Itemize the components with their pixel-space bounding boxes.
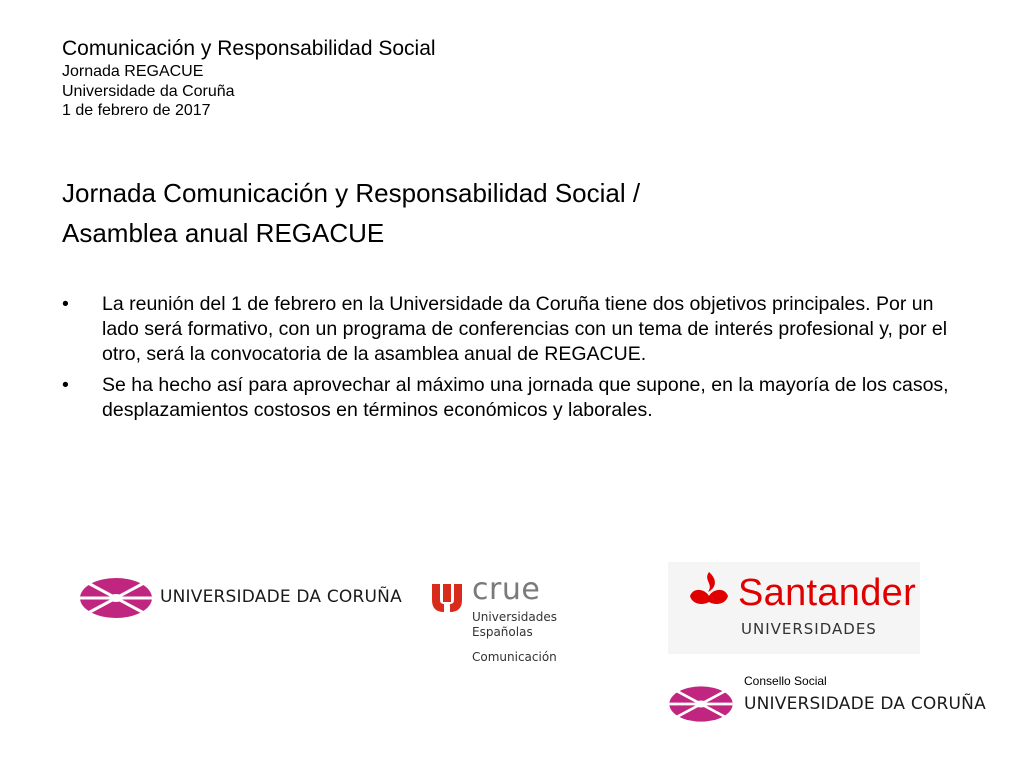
santander-subtitle: UNIVERSIDADES [741,620,877,638]
crue-line-2: Españolas [472,625,533,639]
santander-flame-icon [686,568,732,616]
udc-logo [78,573,402,623]
bullet-text: La reunión del 1 de febrero en la Universidade da Coruña tiene dos objetivos principales. Por un lado será formativo, con un programa de conferencias con un tema de interés profesional y, por el otro, será la convocatoria de la asamblea anual de REGACUE. [102,293,948,365]
crue-logo [432,572,572,670]
slide-header [62,36,436,121]
crue-wordmark: crue [472,572,541,607]
consello-udc-text: UNIVERSIDADE DA CORUÑA [744,694,986,714]
consello-udc-logo [664,682,986,728]
bullet-marker: • [62,293,69,315]
udc-emblem-icon [78,573,154,623]
bullet-marker: • [62,374,69,396]
consello-social-label: Consello Social [744,674,827,688]
crue-emblem-icon [432,584,462,612]
bullet-item [62,373,962,423]
header-university: Universidade da Coruña [62,82,235,100]
crue-line-1: Universidades [472,610,557,624]
header-event: Jornada REGACUE [62,63,204,80]
bullet-item [62,292,962,367]
udc-logo-text: UNIVERSIDADE DA CORUÑA [160,587,402,607]
slide-title [62,173,640,253]
santander-logo [668,562,920,654]
slide-title-line-2: Asamblea anual REGACUE [62,218,385,248]
crue-line-3: Comunicación [472,650,557,664]
header-title: Comunicación y Responsabilidad Social [62,37,436,60]
bullet-list [62,292,962,429]
slide-title-line-1: Jornada Comunicación y Responsabilidad Social / [62,178,641,208]
santander-wordmark: Santander [738,572,917,614]
bullet-text: Se ha hecho así para aprovechar al máximo una jornada que supone, en la mayoría de los casos, desplazamientos costosos en términos económicos y laborales. [102,374,949,421]
header-date: 1 de febrero de 2017 [62,102,211,119]
udc-emblem-icon [664,682,738,726]
